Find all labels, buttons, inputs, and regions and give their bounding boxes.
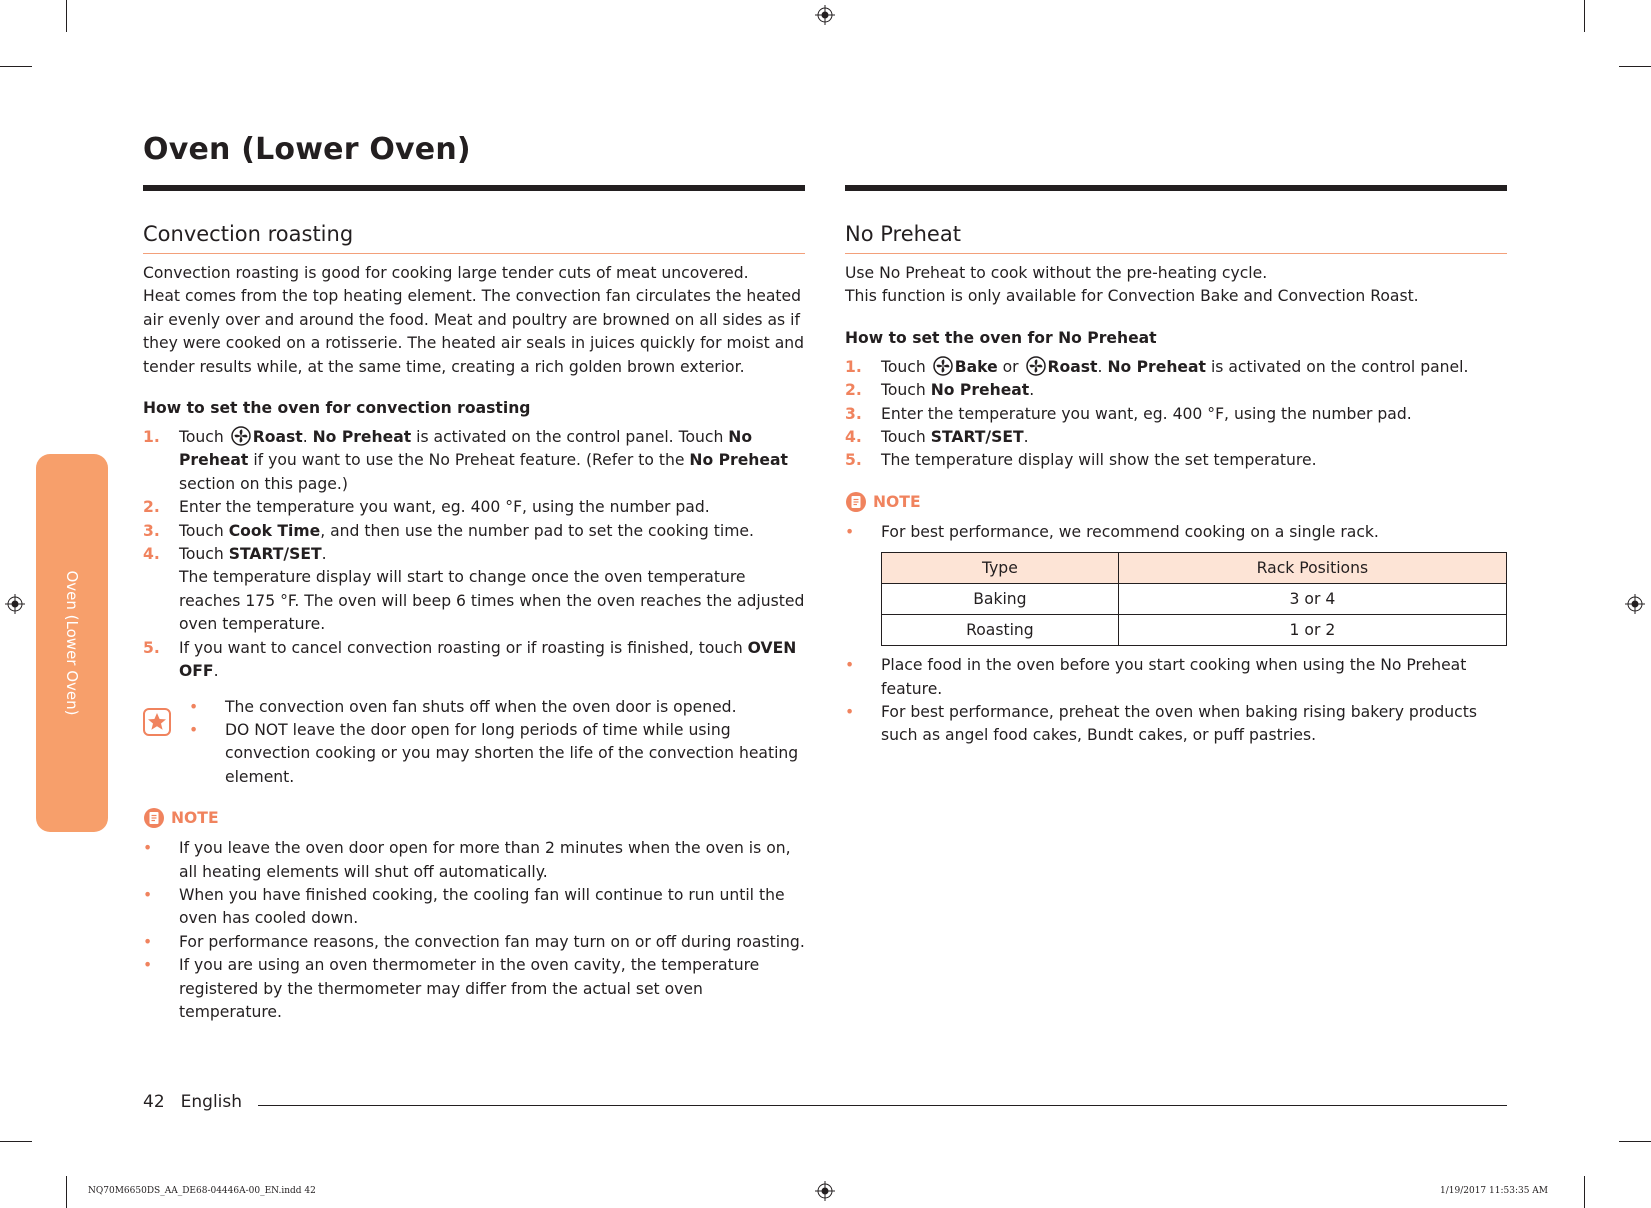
step-bold: Cook Time xyxy=(228,521,321,540)
step-number: 1. xyxy=(143,428,160,447)
step-bold: No Preheat xyxy=(930,381,1030,400)
table-header-cell: Rack Positions xyxy=(1118,553,1506,584)
page-footer xyxy=(143,1092,242,1112)
step-bold: No Preheat xyxy=(179,428,753,470)
note-item: • If you are using an oven thermometer in the oven cavity, the temperature registered by the thermometer may differ from the actual set oven temperature. xyxy=(143,954,805,1024)
note-item: • Place food in the oven before you start cooking when using the No Preheat feature. xyxy=(845,654,1507,701)
step-text: or xyxy=(997,357,1024,376)
step-list xyxy=(143,426,805,683)
caution-item: • The convection oven fan shuts off when the oven door is opened. xyxy=(225,696,805,719)
note-icon xyxy=(845,491,867,513)
note-icon xyxy=(143,807,165,829)
step-text: . xyxy=(1023,428,1029,447)
step-number: 2. xyxy=(845,381,862,400)
step-bold: START/SET xyxy=(930,428,1024,447)
side-tab xyxy=(36,454,108,832)
title-rule-right xyxy=(845,185,1507,191)
step-text: Touch xyxy=(179,428,229,447)
table-header-cell: Type xyxy=(882,553,1119,584)
note-item: • For performance reasons, the convection fan may turn on or off during roasting. xyxy=(143,931,805,954)
step-item xyxy=(143,637,805,684)
step-text: section on this page.) xyxy=(179,474,348,493)
step-number: 5. xyxy=(845,451,862,470)
caution-box xyxy=(143,696,805,790)
note-list xyxy=(845,521,1507,748)
step-text: . xyxy=(321,545,327,564)
step-item xyxy=(143,543,805,637)
step-bold: OVEN OFF xyxy=(179,638,797,681)
step-text: . xyxy=(1029,381,1035,400)
print-slug-file: NQ70M6650DS_AA_DE68-04446A-00_EN.indd 42 xyxy=(88,1186,316,1196)
step-text: if you want to use the No Preheat feature. (Refer to the xyxy=(248,451,690,470)
intro-paragraph: Use No Preheat to cook without the pre-heating cycle. xyxy=(845,264,1268,282)
registration-mark-icon xyxy=(1625,594,1645,614)
step-bold: Bake xyxy=(954,357,998,376)
table-cell: 1 or 2 xyxy=(1118,615,1506,646)
registration-mark-icon xyxy=(815,1181,835,1201)
step-text: Touch xyxy=(179,545,229,564)
step-number: 5. xyxy=(143,638,160,657)
table-cell: Baking xyxy=(882,584,1119,615)
step-item xyxy=(143,426,805,496)
note-item: • If you leave the oven door open for more than 2 minutes when the oven is on, all heating elements will shut off automatically. xyxy=(143,837,805,884)
crop-mark xyxy=(1584,0,1585,32)
crop-mark xyxy=(1619,66,1651,67)
note-item: • When you have finished cooking, the cooling fan will continue to run until the oven has cooled down. xyxy=(143,884,805,931)
step-text: is activated on the control panel. xyxy=(1205,357,1469,376)
step-item xyxy=(845,403,1507,426)
note-heading xyxy=(143,807,805,829)
table-row xyxy=(882,615,1507,646)
intro-paragraph: Convection roasting is good for cooking large tender cuts of meat uncovered. xyxy=(143,264,749,282)
convection-fan-icon xyxy=(933,356,953,376)
convection-fan-icon xyxy=(1026,356,1046,376)
step-text: The temperature display will show the set temperature. xyxy=(881,451,1317,470)
note-item xyxy=(845,521,1507,646)
step-number: 4. xyxy=(143,545,160,564)
step-text: If you want to cancel convection roasting or if roasting is finished, touch xyxy=(179,638,748,657)
step-bold: Roast xyxy=(1047,357,1098,376)
step-item xyxy=(845,426,1507,449)
caution-item: • DO NOT leave the door open for long periods of time while using convection cooking or you may shorten the life of the convection heating element. xyxy=(225,719,805,789)
section-title-no-preheat: No Preheat xyxy=(845,222,1507,254)
registration-mark-icon xyxy=(5,594,25,614)
step-item xyxy=(845,356,1507,379)
intro-paragraph: Heat comes from the top heating element. The convection fan circulates the heated air evenly over and around the food. Meat and poultry are browned on all sides as if they were cooked on a rotisserie. The heated air seals in juices quickly for moist and tender results while, at the same time, creating a rich golden brown exterior. xyxy=(143,287,805,376)
step-text: . xyxy=(1097,357,1108,376)
step-bold: START/SET xyxy=(228,545,322,564)
crop-mark xyxy=(1619,1141,1651,1142)
rack-position-table xyxy=(881,552,1507,646)
step-number: 4. xyxy=(845,428,862,447)
table-cell: Roasting xyxy=(882,615,1119,646)
crop-mark xyxy=(1584,1176,1585,1208)
section-title-convection-roasting: Convection roasting xyxy=(143,222,805,254)
how-to-heading: How to set the oven for convection roasting xyxy=(143,399,531,418)
page-number: 42 xyxy=(143,1092,165,1112)
how-to-heading: How to set the oven for No Preheat xyxy=(845,328,1157,347)
note-item: • For best performance, preheat the oven when baking rising bakery products such as angel food cakes, Bundt cakes, or puff pastries. xyxy=(845,701,1507,748)
caution-list xyxy=(225,696,805,790)
page-title: Oven (Lower Oven) xyxy=(143,132,471,167)
note-text: • For best performance, we recommend cooking on a single rack. xyxy=(881,522,1379,541)
step-detail: The temperature display will start to change once the oven temperature reaches 175 °F. The oven will beep 6 times when the oven reaches the adjusted oven temperature. xyxy=(179,568,805,634)
step-bold: No Preheat xyxy=(1107,357,1206,376)
step-number: 1. xyxy=(845,357,862,376)
step-list xyxy=(845,356,1507,473)
step-text: Touch xyxy=(881,357,931,376)
intro-paragraph: This function is only available for Convection Bake and Convection Roast. xyxy=(845,287,1419,306)
table-cell: 3 or 4 xyxy=(1118,584,1506,615)
footer-rule xyxy=(258,1105,1507,1106)
print-slug-date: 1/19/2017 11:53:35 AM xyxy=(1440,1186,1549,1196)
step-text: Enter the temperature you want, eg. 400 °F, using the number pad. xyxy=(179,498,710,517)
title-rule-left xyxy=(143,185,805,191)
star-caution-icon xyxy=(143,708,171,736)
step-text: . xyxy=(302,428,313,447)
crop-mark xyxy=(66,1176,67,1208)
crop-mark xyxy=(66,0,67,32)
step-text: , and then use the number pad to set the cooking time. xyxy=(320,521,754,540)
note-label: NOTE xyxy=(171,809,219,828)
step-text: Enter the temperature you want, eg. 400 °F, using the number pad. xyxy=(881,404,1412,423)
step-text: Touch xyxy=(881,381,931,400)
crop-mark xyxy=(0,66,32,67)
right-column xyxy=(845,222,1507,748)
step-number: 2. xyxy=(143,498,160,517)
left-column xyxy=(143,222,805,1024)
convection-fan-icon xyxy=(231,426,251,446)
step-item xyxy=(143,520,805,543)
step-text: Touch xyxy=(881,428,931,447)
registration-mark-icon xyxy=(815,5,835,25)
side-tab-label: Oven (Lower Oven) xyxy=(63,570,81,716)
step-number: 3. xyxy=(845,404,862,423)
step-bold: No Preheat xyxy=(312,428,412,447)
step-text: Touch xyxy=(179,521,229,540)
step-number: 3. xyxy=(143,521,160,540)
note-label: NOTE xyxy=(873,492,921,511)
step-bold: No Preheat xyxy=(689,451,788,470)
note-list xyxy=(143,837,805,1024)
footer-language: English xyxy=(180,1092,243,1112)
step-bold: Roast xyxy=(252,428,303,447)
note-heading xyxy=(845,491,1507,513)
table-header-row xyxy=(882,553,1507,584)
step-item xyxy=(845,449,1507,472)
crop-mark xyxy=(0,1141,32,1142)
step-text: is activated on the control panel. Touch xyxy=(411,428,729,447)
table-row xyxy=(882,584,1507,615)
step-item xyxy=(845,379,1507,402)
step-item xyxy=(143,496,805,519)
step-text: . xyxy=(213,662,219,681)
